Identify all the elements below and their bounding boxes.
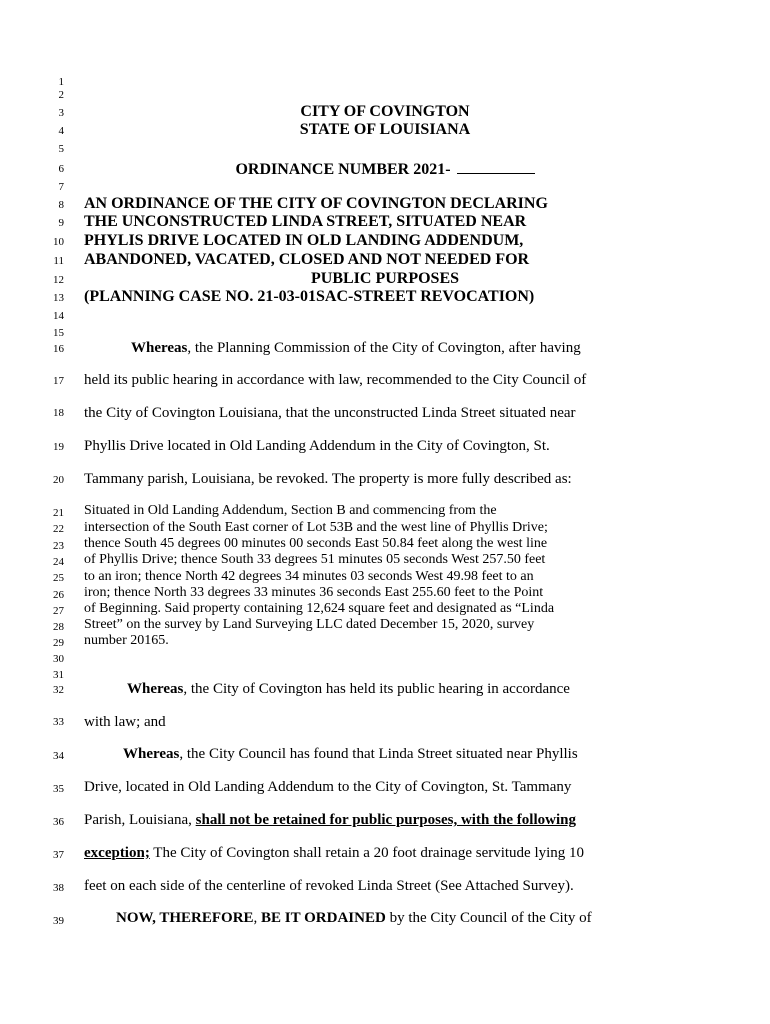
line-number: 24 (53, 556, 64, 568)
ordinance-number-heading (0, 159, 770, 179)
line-number: 2 (58, 89, 64, 101)
paragraph-text: by the City Council of the City of (385, 910, 592, 926)
state-heading: STATE OF LOUISIANA (299, 121, 471, 138)
line-number: 15 (53, 327, 64, 339)
ordinance-number-label: ORDINANCE NUMBER 2021- (235, 161, 451, 178)
line-number: 35 (53, 783, 64, 795)
line-number: 21 (53, 507, 64, 519)
line-number: 11 (53, 255, 64, 267)
line-number: 13 (53, 292, 64, 304)
paragraph-line (127, 681, 570, 698)
ordinance-title-line: (PLANNING CASE NO. 21-03-01SAC-STREET REVOCATION) (84, 288, 535, 305)
paragraph-text: , the City Council has found that Linda Street situated near Phyllis (179, 746, 578, 762)
paragraph-line: with law; and (84, 714, 166, 730)
paragraph-line (123, 746, 578, 763)
paragraph-text: , the City of Covington has held its public hearing in accordance (183, 681, 570, 697)
line-number: 37 (53, 849, 64, 861)
line-number: 1 (58, 76, 64, 88)
line-number: 17 (53, 375, 64, 387)
line-number: 27 (53, 605, 64, 617)
whereas-label: Whereas (127, 681, 184, 697)
description-line: Street” on the survey by Land Surveying LLC dated December 15, 2020, survey (84, 617, 535, 632)
whereas-label: Whereas (131, 340, 188, 356)
ordinance-number-blank (457, 159, 535, 174)
line-number: 23 (53, 540, 64, 552)
paragraph-line: Phyllis Drive located in Old Landing Addendum in the City of Covington, St. (84, 438, 550, 454)
paragraph-line (131, 340, 581, 357)
line-number: 20 (53, 474, 64, 486)
line-number: 28 (53, 621, 64, 633)
paragraph-line: Tammany parish, Louisiana, be revoked. The property is more fully described as: (84, 471, 572, 487)
line-number: 31 (53, 669, 64, 681)
whereas-label: Whereas (123, 746, 180, 762)
exception-label: exception; (84, 845, 150, 861)
line-number: 33 (53, 716, 64, 728)
line-number: 26 (53, 589, 64, 601)
line-number: 14 (53, 310, 64, 322)
line-number: 29 (53, 637, 64, 649)
description-line: to an iron; thence North 42 degrees 34 minutes 03 seconds West 49.98 feet to an (84, 569, 534, 584)
description-line: of Beginning. Said property containing 12,624 square feet and designated as “Linda (84, 601, 555, 616)
line-number: 32 (53, 684, 64, 696)
line-number: 6 (58, 163, 64, 175)
line-number: 9 (58, 217, 64, 229)
paragraph-text: , the Planning Commission of the City of Covington, after having (187, 340, 581, 356)
line-number: 19 (53, 441, 64, 453)
paragraph-text: Parish, Louisiana, (84, 812, 196, 828)
line-number: 8 (58, 199, 64, 211)
line-number: 34 (53, 750, 64, 762)
ordinance-title-line: ABANDONED, VACATED, CLOSED AND NOT NEEDED FOR (84, 251, 530, 268)
line-number: 16 (53, 343, 64, 355)
city-heading: CITY OF COVINGTON (300, 103, 470, 120)
line-number: 36 (53, 816, 64, 828)
description-line: number 20165. (84, 633, 169, 648)
description-line: intersection of the South East corner of Lot 53B and the west line of Phyllis Drive; (84, 520, 548, 535)
line-number: 38 (53, 882, 64, 894)
underlined-emphasis: shall not be retained for public purposes, with the following (195, 812, 576, 828)
line-number: 10 (53, 236, 64, 248)
ordinance-title-line: PHYLIS DRIVE LOCATED IN OLD LANDING ADDENDUM, (84, 232, 524, 249)
line-number: 18 (53, 407, 64, 419)
paragraph-text: The City of Covington shall retain a 20 foot drainage servitude lying 10 (149, 845, 585, 861)
line-number: 5 (58, 143, 64, 155)
paragraph-line: Drive, located in Old Landing Addendum to the City of Covington, St. Tammany (84, 779, 572, 795)
line-number: 3 (58, 107, 64, 119)
ordinance-title-line: THE UNCONSTRUCTED LINDA STREET, SITUATED NEAR (84, 213, 527, 230)
paragraph-text: , (253, 910, 262, 926)
line-number: 7 (58, 181, 64, 193)
ordinance-title-line: PUBLIC PURPOSES (310, 270, 460, 287)
description-line: iron; thence North 33 degrees 33 minutes 36 seconds East 255.60 feet to the Point (84, 585, 544, 600)
line-number: 25 (53, 572, 64, 584)
paragraph-line (84, 845, 584, 862)
line-number: 4 (58, 125, 64, 137)
line-number: 39 (53, 915, 64, 927)
paragraph-line (116, 910, 592, 927)
paragraph-line: the City of Covington Louisiana, that the unconstructed Linda Street situated near (84, 405, 576, 421)
be-it-ordained-label: BE IT ORDAINED (261, 910, 386, 926)
line-number: 12 (53, 274, 64, 286)
line-number: 30 (53, 653, 64, 665)
paragraph-line: feet on each side of the centerline of revoked Linda Street (See Attached Survey). (84, 878, 574, 894)
ordinance-title-line: AN ORDINANCE OF THE CITY OF COVINGTON DECLARING (84, 195, 548, 212)
description-line: of Phyllis Drive; thence South 33 degrees 51 minutes 05 seconds West 257.50 feet (84, 552, 546, 567)
description-line: thence South 45 degrees 00 minutes 00 seconds East 50.84 feet along the west line (84, 536, 548, 551)
paragraph-line: held its public hearing in accordance with law, recommended to the City Council of (84, 372, 587, 388)
now-therefore-label: NOW, THEREFORE (116, 910, 254, 926)
line-number: 22 (53, 523, 64, 535)
description-line: Situated in Old Landing Addendum, Section B and commencing from the (84, 503, 497, 518)
paragraph-line (84, 812, 576, 829)
